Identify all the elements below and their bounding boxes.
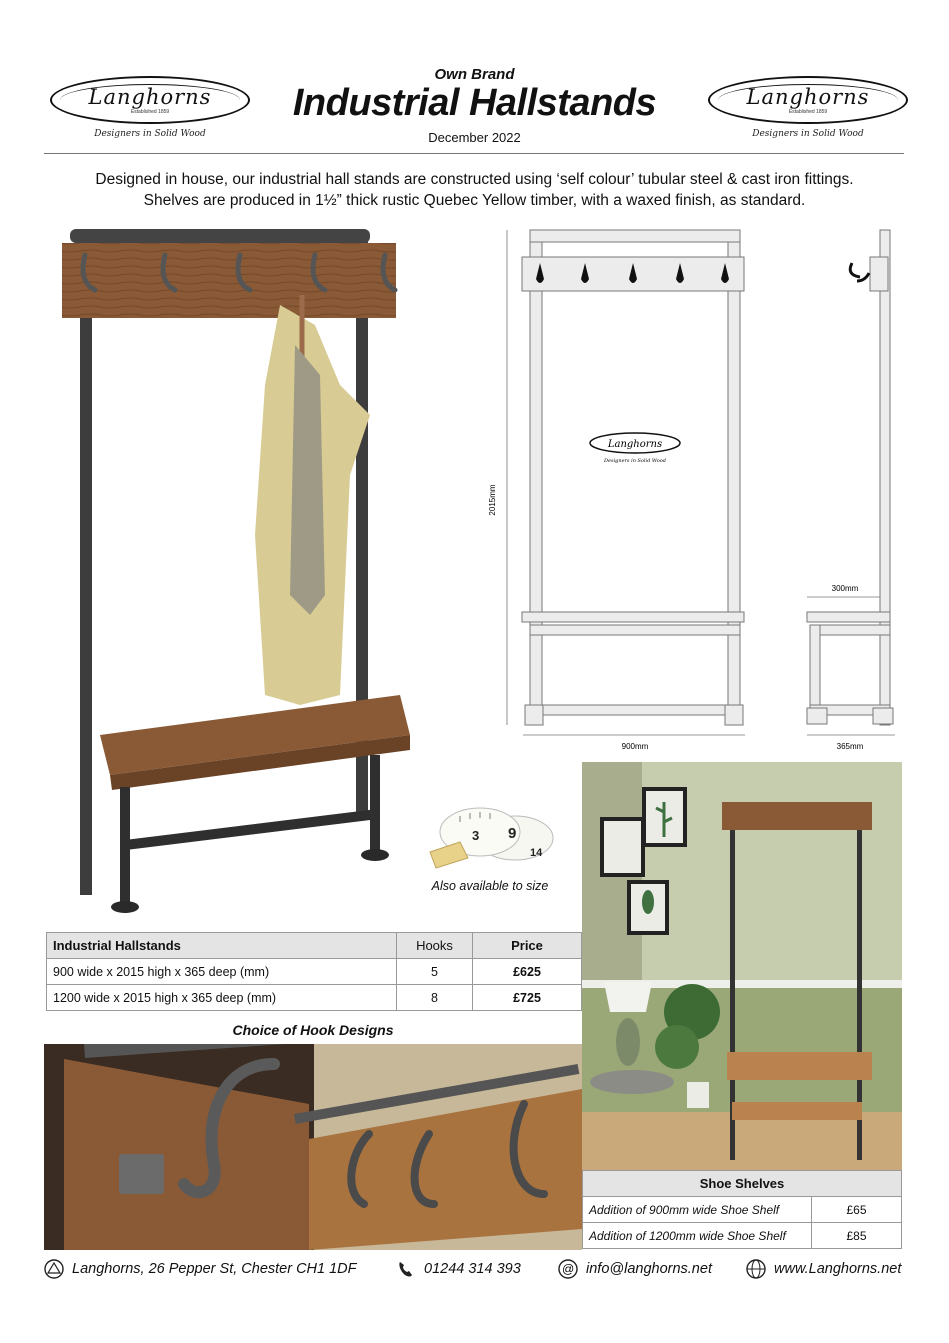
- shoe-row-price: £65: [812, 1197, 902, 1223]
- address-text: Langhorns, 26 Pepper St, Chester CH1 1DF: [72, 1261, 357, 1277]
- table-row: [583, 1223, 902, 1249]
- dim-width: 900mm: [621, 742, 649, 751]
- price-table: [46, 932, 582, 1011]
- dim-depth: 365mm: [836, 742, 864, 751]
- location-icon: [44, 1259, 64, 1279]
- phone-icon: [396, 1259, 416, 1279]
- row-hooks: 8: [397, 985, 473, 1011]
- row-price: £725: [473, 985, 582, 1011]
- dim-shelf: 300mm: [831, 584, 859, 593]
- phone-text: 01244 314 393: [424, 1261, 521, 1277]
- header-hooks: Hooks: [397, 933, 473, 959]
- footer-email[interactable]: [558, 1256, 712, 1282]
- tape-number-1: 3: [472, 828, 480, 843]
- row-hooks: 5: [397, 959, 473, 985]
- hook-designs-title: Choice of Hook Designs: [232, 1022, 394, 1038]
- logo-tagline: Designers in Solid Wood: [752, 129, 864, 139]
- table-row: [47, 985, 582, 1011]
- svg-text:@: @: [561, 1262, 575, 1276]
- row-desc: 900 wide x 2015 high x 365 deep (mm): [47, 959, 397, 985]
- row-price: £625: [473, 959, 582, 985]
- shoe-table-title: Shoe Shelves: [583, 1171, 902, 1197]
- hook-designs-photo: [44, 1044, 582, 1250]
- intro-line-1: Designed in house, our industrial hall stands are constructed using ‘self colour’ tubular steel & cast iron fittings.: [95, 171, 854, 188]
- globe-icon: [746, 1259, 766, 1279]
- table-row: [47, 959, 582, 985]
- table-row: [583, 1197, 902, 1223]
- drawing-logo-brand: Langhorns: [607, 439, 663, 450]
- page-title: Industrial Hallstands: [292, 82, 657, 124]
- tape-caption: Also available to size: [431, 879, 549, 893]
- website-text: www.Langhorns.net: [774, 1261, 902, 1277]
- shoe-row-desc: Addition of 1200mm wide Shoe Shelf: [583, 1223, 812, 1249]
- logo-est: Established 1859: [130, 109, 170, 115]
- footer-address: [44, 1256, 357, 1282]
- room-photo: [582, 762, 902, 1170]
- issue-date: December 2022: [428, 130, 521, 145]
- logo-brand: Langhorns: [746, 85, 870, 109]
- kicker: Own Brand: [434, 66, 515, 83]
- header-price: Price: [473, 933, 582, 959]
- header-divider: [44, 153, 904, 154]
- intro-line-2: Shelves are produced in 1½” thick rustic Quebec Yellow timber, with a waxed finish, as standard.: [143, 192, 806, 209]
- price-table-header: [47, 933, 582, 959]
- shoe-row-desc: Addition of 900mm wide Shoe Shelf: [583, 1197, 812, 1223]
- hallstand-photo: [40, 215, 440, 925]
- shoe-table-header: [583, 1171, 902, 1197]
- tape-number-3: 14: [530, 847, 543, 859]
- intro-text: [30, 169, 919, 211]
- logo-brand: Langhorns: [88, 85, 212, 109]
- tape-measure-image: [420, 800, 560, 875]
- shoe-shelves-table: [582, 1170, 902, 1249]
- footer-website[interactable]: [746, 1256, 901, 1282]
- technical-drawing: [485, 215, 915, 755]
- footer: [44, 1256, 904, 1282]
- shoe-row-price: £85: [812, 1223, 902, 1249]
- dim-height: 2015mm: [488, 484, 497, 516]
- row-desc: 1200 wide x 2015 high x 365 deep (mm): [47, 985, 397, 1011]
- logo-tagline: Designers in Solid Wood: [94, 129, 206, 139]
- logo-est: Established 1859: [788, 109, 828, 115]
- tape-number-2: 9: [508, 825, 517, 842]
- footer-phone[interactable]: [396, 1256, 521, 1282]
- header-product: Industrial Hallstands: [47, 933, 397, 959]
- email-at-icon: [558, 1259, 578, 1279]
- drawing-logo-tagline: Designers in Solid Wood: [604, 458, 666, 464]
- email-text: info@langhorns.net: [586, 1261, 712, 1277]
